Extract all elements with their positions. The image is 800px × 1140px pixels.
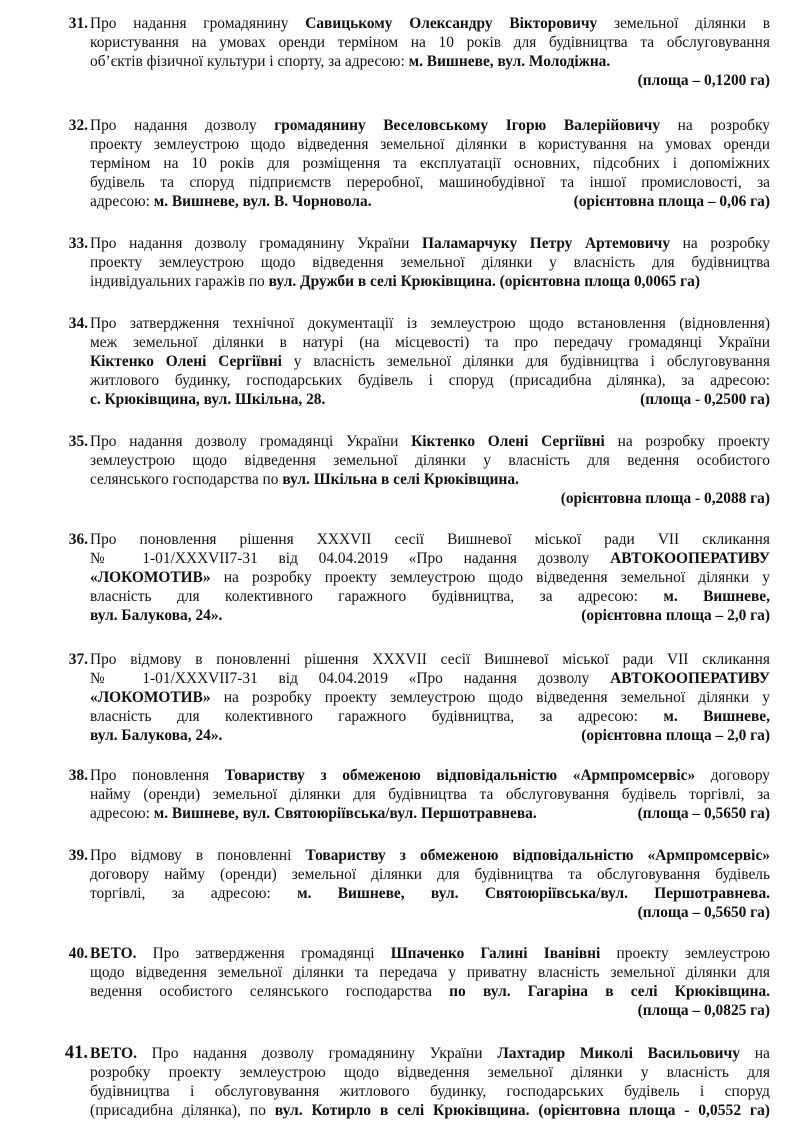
text-line [90, 944, 770, 963]
plain-text: у власність земельної ділянки для будівництва і обслуговування [281, 353, 770, 370]
bold-text: Паламарчуку Петру Артемовичу [422, 235, 671, 252]
area-note: (площа – 0,5650 га) [637, 904, 770, 921]
text-line [90, 884, 770, 903]
text-line [90, 587, 770, 606]
text-line [90, 390, 770, 409]
text-line [90, 173, 770, 192]
text-line [90, 669, 770, 688]
plain-text: землеустрою щодо відведення земельної ділянки у власність для ведення особистого [90, 452, 770, 469]
bold-text: Кіктенко Олені Сергіївні [411, 433, 605, 450]
bold-text: ВЕТО. [90, 945, 137, 962]
item-text [90, 314, 770, 409]
bold-text: Товариству з обмеженою відповідальністю «Армпромсервіс» [224, 767, 696, 784]
item-text [90, 530, 770, 625]
text-line [90, 154, 770, 173]
bold-text: м. Вишневе, вул. Святоюріївська/вул. Першотравнева. [153, 805, 537, 822]
plain-text: Про надання дозволу громадянці України [90, 433, 412, 450]
area-note: (площа – 0,5650 га) [637, 805, 770, 822]
text-line [90, 530, 770, 549]
plain-text: користування на умовах оренди терміном на 10 років для будівництва та обслуговування [90, 34, 770, 51]
bold-text: (орієнтовна площа - 0,0552 га) [538, 1102, 771, 1119]
plain-text: договору [695, 767, 771, 784]
bold-text: АВТОКООПЕРАТИВУ [610, 550, 770, 567]
bold-text: с. Крюківщина, вул. Шкільна, 28. [90, 391, 326, 408]
text-line [90, 192, 770, 211]
text-line [90, 963, 770, 982]
item-text [90, 14, 770, 90]
plain-text: Про надання дозволу громадянину України [90, 235, 423, 252]
plain-text: найму (оренди) земельної ділянки для будівництва та обслуговування будівель торгівлі, за [90, 786, 770, 803]
item-number: 38. [68, 767, 88, 784]
plain-text: власність для колективного гаражного будівництва, за адресою: [90, 708, 664, 725]
plain-text: на [740, 1045, 770, 1062]
text-line [90, 489, 770, 508]
text-line [90, 71, 770, 90]
plain-text: щодо відведення земельної ділянки та передача у приватну власність земельної ділянки для [90, 964, 770, 981]
bold-text: вул. Балукова, 24». [90, 727, 223, 744]
plain-text: Про поновлення [90, 767, 225, 784]
plain-text: селянського господарства по [90, 471, 283, 488]
plain-text: проекту землеустрою [600, 945, 770, 962]
bold-text: м. Вишневе, вул. Молодіжна. [408, 53, 611, 70]
text-line [90, 333, 770, 352]
item-text [90, 234, 770, 291]
text-line [90, 1044, 770, 1063]
plain-text: № 1-01/XXXVII7-31 від 04.04.2019 «Про надання дозволу [90, 670, 611, 687]
bold-text: «ЛОКОМОТИВ» [90, 569, 211, 586]
text-line [90, 650, 770, 669]
plain-text: договору найму (оренди) земельної ділянки для будівництва та обслуговування будівель [90, 866, 770, 883]
bold-text: м. Вишневе, [663, 588, 770, 605]
text-line [90, 688, 770, 707]
text-line [90, 272, 770, 291]
bold-text: вул. Котирло в селі Крюківщина. [274, 1102, 530, 1119]
item-text [90, 650, 770, 745]
area-note: (площа - 0,2500 га) [640, 391, 770, 408]
plain-text: Про відмову в поновленні рішення XXXVII сесії Вишневої міської ради VII скликання [90, 651, 770, 668]
text-line [90, 1001, 770, 1020]
plain-text: ведення особистого селянського господарства [90, 983, 450, 1000]
item-number: 41. [64, 1043, 88, 1063]
text-line [90, 33, 770, 52]
bold-text: Кіктенко Олені Сергіївні [90, 353, 282, 370]
agenda-item-35 [58, 432, 770, 508]
item-number: 37. [68, 651, 88, 668]
plain-text: Про поновлення рішення XXXVII сесії Вишневої міської ради VII скликання [90, 531, 770, 548]
text-line [90, 432, 770, 451]
item-text [90, 944, 770, 1020]
plain-text: власність для колективного гаражного будівництва, за адресою: [90, 588, 664, 605]
item-text [90, 116, 770, 211]
text-line [90, 766, 770, 785]
item-number: 34. [68, 315, 88, 332]
agenda-item-31 [58, 14, 770, 90]
plain-text: на розробку проекту [604, 433, 770, 450]
agenda-item-34 [58, 314, 770, 409]
agenda-item-41 [58, 1044, 770, 1120]
plain-text: будівництва і обслуговування житлового будинку, господарських будівель і споруд [90, 1083, 770, 1100]
agenda-item-39 [58, 846, 770, 922]
item-text [90, 766, 770, 823]
bold-text: м. Вишневе, [663, 708, 770, 725]
bold-text: Шпаченко Галині Іванівні [390, 945, 601, 962]
bold-text: ВЕТО. [90, 1045, 138, 1062]
plain-text: житлового будинку, господарських будівель і споруд (присадибна ділянка), за адресою: [90, 372, 770, 389]
text-line [90, 606, 770, 625]
item-number: 33. [68, 235, 88, 252]
bold-text: громадянину Веселовському Ігорю Валерійовичу [274, 117, 661, 134]
item-number: 31. [68, 15, 88, 32]
text-line [90, 1082, 770, 1101]
plain-text: Про надання громадянину [90, 15, 306, 32]
bold-text: Лахтадир Миколі Васильовичу [497, 1045, 741, 1062]
text-line [90, 14, 770, 33]
text-line [90, 234, 770, 253]
agenda-item-37 [58, 650, 770, 745]
text-line [90, 116, 770, 135]
plain-text: торгівлі, за адресою: [90, 885, 298, 902]
area-note: (орієнтовна площа – 2,0 га) [581, 727, 770, 744]
plain-text: будівель та споруд підприємств переробної, машинобудівної та іншої промисловості, за [90, 174, 770, 191]
agenda-item-40 [58, 944, 770, 1020]
text-line [90, 568, 770, 587]
plain-text: земельної ділянки в [597, 15, 770, 32]
bold-text: АВТОКООПЕРАТИВУ [610, 670, 770, 687]
area-note: (площа – 0,1200 га) [637, 72, 770, 89]
text-line [90, 352, 770, 371]
bold-text: вул. Шкільна в селі Крюківщина. [282, 471, 519, 488]
text-line [90, 470, 770, 489]
text-line [90, 846, 770, 865]
agenda-item-38 [58, 766, 770, 823]
bold-text: вул. Балукова, 24». [90, 607, 223, 624]
plain-text: Про затвердження технічної документації із землеустрою щодо встановлення (відновлення) [90, 315, 770, 332]
text-line [90, 726, 770, 745]
plain-text: проекту землеустрою щодо відведення земельної ділянки в користування на умовах оренди [90, 136, 770, 153]
plain-text [530, 1102, 539, 1119]
plain-text: на розробку проекту землеустрою щодо відведення земельної ділянки у [210, 689, 770, 706]
plain-text: на розробку проекту землеустрою щодо відведення земельної ділянки у [210, 569, 770, 586]
area-note: (орієнтовна площа – 2,0 га) [581, 607, 770, 624]
text-line [90, 903, 770, 922]
bold-text: Савицькому Олександру Вікторовичу [305, 15, 598, 32]
text-line [90, 135, 770, 154]
plain-text: адресою: [90, 193, 154, 210]
area-note: (орієнтовна площа - 0,2088 га) [560, 490, 770, 507]
plain-text: на розробку [660, 117, 770, 134]
item-number: 35. [68, 433, 88, 450]
agenda-item-32 [58, 116, 770, 211]
item-text [90, 1044, 770, 1120]
plain-text: адресою: [90, 805, 154, 822]
text-line [90, 253, 770, 272]
bold-text: «ЛОКОМОТИВ» [90, 689, 211, 706]
plain-text: Про відмову в поновленні [90, 847, 306, 864]
item-number: 36. [68, 531, 88, 548]
area-note: (площа – 0,0825 га) [637, 1002, 770, 1019]
item-number: 32. [68, 117, 88, 134]
text-line [90, 371, 770, 390]
plain-text: Про надання дозволу [90, 117, 275, 134]
plain-text: меж земельної ділянки в натурі (на місцевості) та про передачу громадянці України [90, 334, 770, 351]
plain-text: Про затвердження громадянці [136, 945, 391, 962]
area-note: (орієнтовна площа – 0,06 га) [573, 193, 770, 210]
plain-text: проекту землеустрою щодо відведення земельної ділянки у власність для будівництва [90, 254, 770, 271]
plain-text: об’єктів фізичної культури і спорту, за адресою: [90, 53, 409, 70]
item-number: 39. [68, 847, 88, 864]
bold-text: по вул. Гагаріна в селі Крюківщина. [449, 983, 770, 1000]
text-line [90, 451, 770, 470]
bold-text: м. Вишневе, вул. В. Чорновола. [153, 193, 372, 210]
bold-text: вул. Дружби в селі Крюківщина. (орієнтовна площа 0,0065 га) [268, 273, 700, 290]
plain-text: терміном на 10 років для розміщення та експлуатації основних, підсобних і допоміжних [90, 155, 770, 172]
text-line [90, 785, 770, 804]
text-line [90, 707, 770, 726]
item-text [90, 846, 770, 922]
agenda-item-33 [58, 234, 770, 291]
agenda-item-36 [58, 530, 770, 625]
text-line [90, 1063, 770, 1082]
item-text [90, 432, 770, 508]
item-number: 40. [68, 945, 88, 962]
text-line [90, 865, 770, 884]
text-line [90, 314, 770, 333]
plain-text: індивідуальних гаражів по [90, 273, 269, 290]
bold-text: Товариству з обмеженою відповідальністю «Армпромсервіс» [305, 847, 770, 864]
text-line [90, 52, 770, 71]
plain-text: на розробку [670, 235, 770, 252]
text-line [90, 1101, 770, 1120]
bold-text: м. Вишневе, вул. Святоюріївська/вул. Першотравнева. [297, 885, 770, 902]
plain-text: (присадибна ділянка), по [90, 1102, 275, 1119]
plain-text: Про надання дозволу громадянину України [137, 1045, 498, 1062]
plain-text: розробку проекту землеустрою щодо відведення земельної ділянки у власність для [90, 1064, 770, 1081]
plain-text: № 1-01/XXXVII7-31 від 04.04.2019 «Про надання дозволу [90, 550, 611, 567]
text-line [90, 549, 770, 568]
text-line [90, 804, 770, 823]
text-line [90, 982, 770, 1001]
